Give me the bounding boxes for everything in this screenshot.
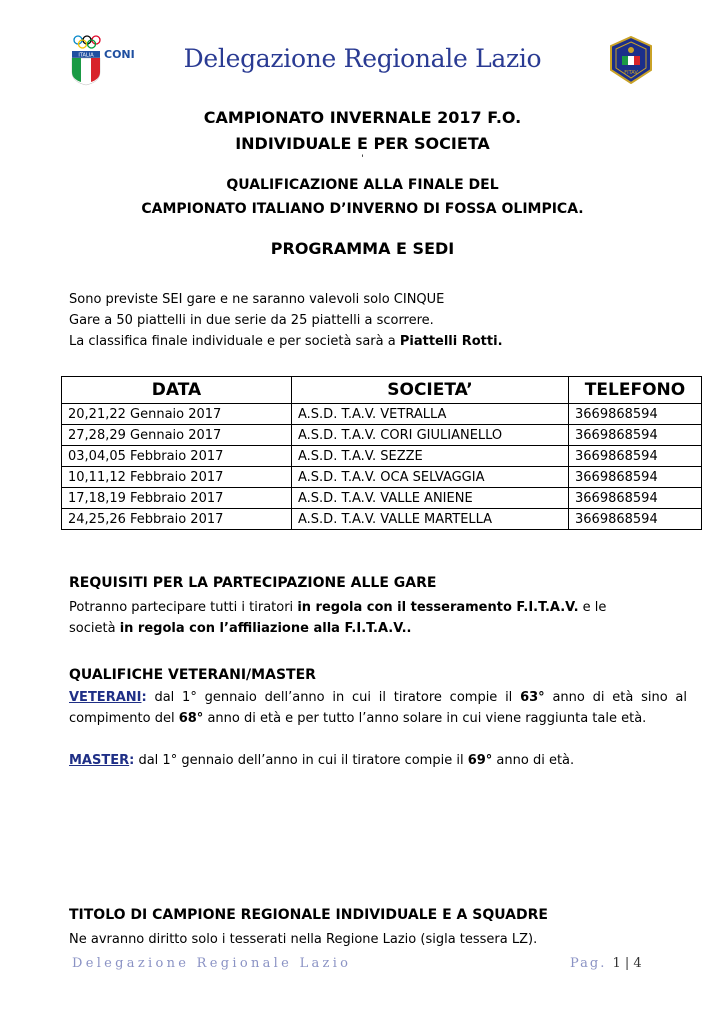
cell-phone: 3669868594 <box>569 467 702 488</box>
header-telefono: TELEFONO <box>569 377 702 404</box>
footer-page-value: 1 | 4 <box>612 956 642 971</box>
cell-date: 03,04,05 Febbraio 2017 <box>62 446 292 467</box>
qualifiche-heading: QUALIFICHE VETERANI/MASTER <box>69 667 316 683</box>
table-header-row <box>62 377 702 404</box>
cell-date: 10,11,12 Febbraio 2017 <box>62 467 292 488</box>
requirements-text <box>69 597 606 639</box>
master-age-69: 69° <box>467 753 493 768</box>
master-text-2: anno di età. <box>492 753 575 768</box>
req-t5: in regola con l’affiliazione alla F.I.T.A.V.. <box>119 621 412 636</box>
requirements-line-2 <box>69 618 606 639</box>
section-title: PROGRAMMA E SEDI <box>270 239 455 258</box>
footer-page-number <box>570 956 642 971</box>
header-societa: SOCIETA’ <box>292 377 569 404</box>
master-paragraph <box>69 750 574 771</box>
cell-phone: 3669868594 <box>569 404 702 425</box>
req-t3: e le <box>578 600 607 615</box>
cell-date: 24,25,26 Febbraio 2017 <box>62 509 292 530</box>
table-row <box>62 425 702 446</box>
vet-age-63: 63° <box>520 690 545 705</box>
svg-text:ITALIA: ITALIA <box>78 52 94 59</box>
veterani-paragraph <box>69 687 687 729</box>
intro-line-1: Sono previste SEI gare e ne saranno valevoli solo CINQUE <box>69 292 445 307</box>
cell-phone: 3669868594 <box>569 446 702 467</box>
cell-societa: A.S.D. T.A.V. CORI GIULIANELLO <box>292 425 569 446</box>
vet-text-3: anno di età e per tutto l’anno solare in cui viene raggiunta tale età. <box>203 711 647 726</box>
main-title-line-2: INDIVIDUALE E PER SOCIETA <box>235 134 490 153</box>
schedule-table <box>61 376 702 530</box>
fitav-logo <box>607 36 655 84</box>
table-row <box>62 488 702 509</box>
cell-phone: 3669868594 <box>569 509 702 530</box>
req-t1: Potranno partecipare tutti i tiratori <box>69 600 298 615</box>
veterani-label: VETERANI <box>69 690 142 705</box>
cell-date: 27,28,29 Gennaio 2017 <box>62 425 292 446</box>
master-label: MASTER <box>69 753 130 768</box>
header-data: DATA <box>62 377 292 404</box>
vet-age-68: 68° <box>178 711 204 726</box>
cell-societa: A.S.D. T.A.V. VALLE MARTELLA <box>292 509 569 530</box>
table-row <box>62 467 702 488</box>
footer-organization: Delegazione Regionale Lazio <box>72 956 352 971</box>
requirements-heading: REQUISITI PER LA PARTECIPAZIONE ALLE GARE <box>69 575 437 591</box>
cell-phone: 3669868594 <box>569 425 702 446</box>
subtitle-line-1: QUALIFICAZIONE ALLA FINALE DEL <box>226 177 499 193</box>
veterani-colon: : <box>141 690 147 705</box>
svg-text:CONI: CONI <box>104 48 135 61</box>
titolo-text: Ne avranno diritto solo i tesserati nella Regione Lazio (sigla tessera LZ). <box>69 932 538 947</box>
main-title-line-1: CAMPIONATO INVERNALE 2017 F.O. <box>203 108 522 127</box>
table-row <box>62 509 702 530</box>
cell-date: 17,18,19 Febbraio 2017 <box>62 488 292 509</box>
cell-societa: A.S.D. T.A.V. SEZZE <box>292 446 569 467</box>
intro-line-2: Gare a 50 piattelli in due serie da 25 piattelli a scorrere. <box>69 313 434 328</box>
title-mark: ' <box>361 154 364 164</box>
intro-line-3-bold: Piattelli Rotti. <box>399 334 503 349</box>
table-row <box>62 446 702 467</box>
cell-societa: A.S.D. T.A.V. VALLE ANIENE <box>292 488 569 509</box>
vet-text-1: dal 1° gennaio dell’anno in cui il tiratore compie il <box>146 690 521 705</box>
master-colon: : <box>129 753 135 768</box>
header-title: Delegazione Regionale Lazio <box>183 44 542 73</box>
footer-page-label: Pag. <box>570 956 613 971</box>
cell-societa: A.S.D. T.A.V. VETRALLA <box>292 404 569 425</box>
cell-phone: 3669868594 <box>569 488 702 509</box>
cell-societa: A.S.D. T.A.V. OCA SELVAGGIA <box>292 467 569 488</box>
intro-paragraph <box>69 289 503 352</box>
cell-date: 20,21,22 Gennaio 2017 <box>62 404 292 425</box>
subtitle-line-2: CAMPIONATO ITALIANO D’INVERNO DI FOSSA OLIMPICA. <box>141 201 584 217</box>
intro-line-3 <box>69 331 503 352</box>
svg-text:FITAV: FITAV <box>624 70 638 76</box>
vet-text-2: anno di età sino al compimento del <box>69 690 687 726</box>
titolo-heading: TITOLO DI CAMPIONE REGIONALE INDIVIDUALE E A SQUADRE <box>69 907 548 923</box>
req-t4: società <box>69 621 120 636</box>
intro-line-3-text: La classifica finale individuale e per società sarà a <box>69 334 400 349</box>
table-row <box>62 404 702 425</box>
requirements-line-1 <box>69 597 606 618</box>
req-t2: in regola con il tesseramento F.I.T.A.V. <box>297 600 579 615</box>
master-text-1: dal 1° gennaio dell’anno in cui il tiratore compie il <box>134 753 468 768</box>
